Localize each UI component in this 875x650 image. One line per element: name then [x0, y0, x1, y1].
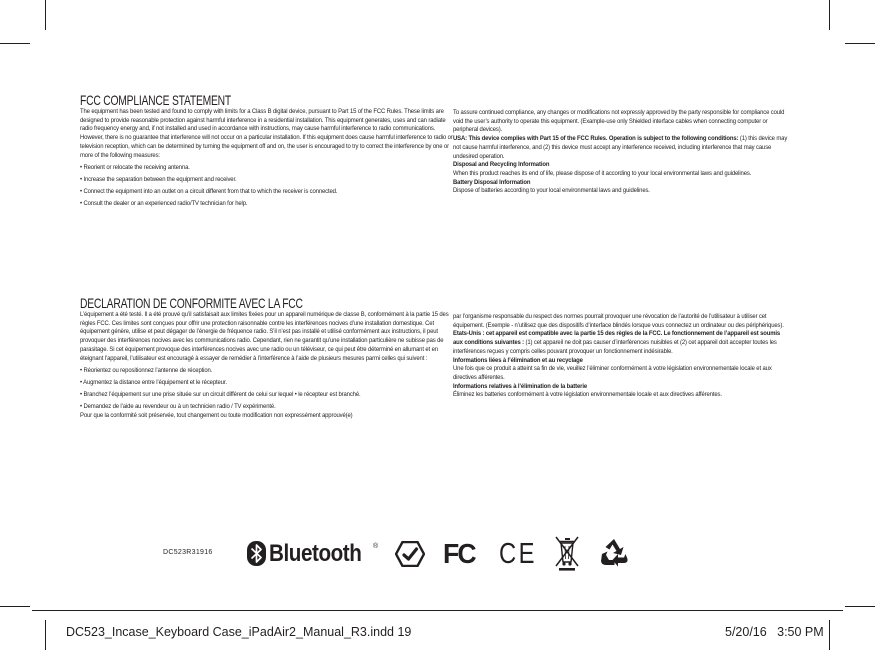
disposal-text-en: When this product reaches its end of life, please dispose of it according to your local environmental laws and guidelines. [453, 169, 752, 177]
fcc-bullet: • Demandez de l’aide au revendeur ou à un technicien radio / TV expérimenté. [80, 402, 276, 410]
usa-conditions-text: (1) this device may not cause harmful interference, and (2) this device must accept any interference received, including interference that may cause undesired operation. [453, 135, 788, 160]
bluetooth-wordmark [269, 540, 379, 568]
usa-conditions-fr [453, 330, 791, 356]
usa-conditions-title: USA: This device complies with Part 15 of the FCC Rules. Operation is subject to the following conditions: [453, 135, 739, 143]
slug-divider [32, 610, 843, 611]
rcm-mark-icon [395, 541, 425, 567]
crop-mark [45, 0, 46, 30]
disposal-title-fr: Informations liées à l’élimination et au recyclage [453, 356, 583, 364]
fcc-intro-fr: L’équipement a été testé. Il a été prouvé qu’il satisfaisait aux limites fixées pour un appareil numérique de classe B, conformément à la partie 15 des règles FCC. Ces limites sont conçues pour offrir une protection raisonnable contre les interférences nocives d’une installation domestique. Cet équipement génère, utilise et peut dégager de l’énergie de fréquence radio. S’il n’est pas installé et utilisé conformément aux instructions, il peut provoquer des interférences nocives avec les communications radio. Cependant, rien ne garantit qu’une installation particulière ne subisse pas de parasitage. Si cet équipement provoque des interférences nocives avec une radio ou un téléviseur, ce qui peut être déterminé en allumant et en éteignant l’appareil, l’utilisateur est encouragé à essayer de remédier à l’interférence à l’aide de plusieurs mesures parmi celles qui suivent : [80, 311, 449, 362]
crop-mark [829, 620, 830, 650]
crop-mark [45, 620, 46, 650]
usa-conditions-en [453, 135, 791, 161]
bluetooth-icon [247, 541, 266, 566]
fcc-statement-en [80, 93, 458, 209]
crop-mark [0, 43, 30, 44]
bluetooth-wordmark-text: Bluetooth [269, 540, 362, 567]
ce-mark-icon [499, 538, 545, 571]
fcc-bullet: • Connect the equipment into an outlet on a circuit different from that to which the receiver is connected. [80, 187, 338, 195]
fcc-logo-icon [443, 538, 476, 570]
fcc-outro-fr: Pour que la conformité soit préservée, tout changement ou toute modification non expressément approuvé(e) [80, 411, 353, 419]
file-slug: DC523_Incase_Keyboard Case_iPadAir2_Manual_R3.indd 19 [66, 625, 412, 639]
registered-mark: ® [373, 543, 379, 550]
crop-mark [829, 0, 830, 30]
fcc-heading-en: FCC COMPLIANCE STATEMENT [80, 92, 232, 108]
disposal-text-fr: Une fois que ce produit a atteint sa fin de vie, veuillez l’éliminer conformément à votre législation environnementale locale et aux directives afférentes. [453, 365, 772, 381]
fcc-conditions-en [453, 109, 791, 196]
fcc-bullet: • Increase the separation between the equipment and receiver. [80, 175, 237, 183]
usa-conditions-title: Etats-Unis : cet appareil est compatible avec la partie 15 des règles de la FCC. Le fonctionnement de l’appareil est soumis aux conditions suivantes : [453, 330, 781, 347]
compliance-note-en: To assure continued compliance, any changes or modifications not expressly approved by the party responsible for compliance could void the user’s authority to operate this equipment. (Example-use only Shielded interface cables when connecting computer or peripheral devices). [453, 109, 785, 134]
fcc-conditions-fr [453, 313, 791, 400]
fcc-bullet: • Branchez l’équipement sur une prise située sur un circuit différent de celui sur lequel • le récepteur est branché. [80, 390, 361, 398]
ce-mark-text: CE [499, 538, 537, 570]
recycle-icon [599, 537, 629, 567]
fcc-logo-text: FC [443, 538, 475, 569]
battery-title-fr: Informations relatives à l’élimination de la batterie [453, 382, 588, 390]
product-code: DC523R31916 [163, 549, 213, 556]
disposal-title-en: Disposal and Recycling Information [453, 161, 550, 169]
compliance-note-fr: par l’organisme responsable du respect des normes pourrait provoquer une révocation de l’autorité de l’utilisateur à utiliser cet équipement. (Exemple - n’utilisez que des dispositifs d’interface blindés lorsque vous connectez un ordinateur ou des périphériques). [453, 313, 784, 329]
battery-text-fr: Éliminez les batteries conformément à votre législation environnementale locale et aux directives afférentes. [453, 391, 722, 399]
battery-title-en: Battery Disposal Information [453, 178, 531, 186]
crop-mark [845, 606, 875, 607]
fcc-statement-fr [80, 296, 458, 420]
fcc-intro-en: The equipment has been tested and found to comply with limits for a Class B digital device, pursuant to Part 15 of the FCC Rules. These limits are designed to provide reasonable protection against harmful interference in a residential installation. This equipment generates, uses and can radiate radio frequency energy and, if not installed and used in accordance with instructions, may cause harmful interference to radio communications. However, there is no guarantee that interference will not occur on a particular installation. If this equipment does cause harmful interference to radio or television reception, which can be determined by turning the equipment off and on, the user is encouraged to try to correct the interference by one or more of the following measures: [80, 108, 453, 159]
battery-text-en: Dispose of batteries according to your local environmental laws and guidelines. [453, 187, 650, 195]
usa-conditions-text: (1) cet appareil ne doit pas causer d’interférences nuisibles et (2) cet appareil doit accepter toutes les interférences reçues y compris celles pouvant provoquer un fonctionnement indésirable. [453, 339, 777, 355]
fcc-bullet: • Réorientez ou repositionnez l’antenne de réception. [80, 366, 213, 374]
fcc-bullet: • Augmentez la distance entre l’équipement et le récepteur. [80, 378, 227, 386]
fcc-bullet: • Reorient or relocate the receiving antenna. [80, 163, 190, 171]
fcc-bullet: • Consult the dealer or an experienced radio/TV technician for help. [80, 199, 248, 207]
print-date: 5/20/16 3:50 PM [725, 625, 824, 639]
weee-bin-icon [553, 535, 581, 571]
crop-mark [0, 606, 30, 607]
crop-mark [845, 43, 875, 44]
fcc-heading-fr: DECLARATION DE CONFORMITE AVEC LA FCC [80, 295, 303, 311]
